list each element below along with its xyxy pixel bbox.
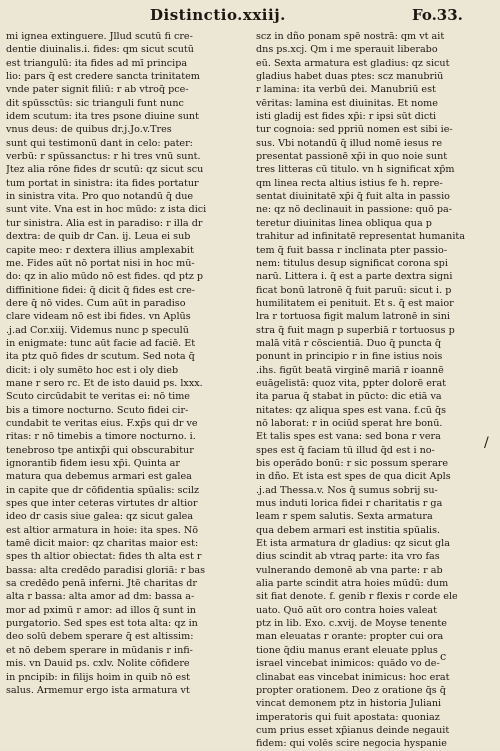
right-column-line: .ihs. figūt beatā virginē mariā r ioannē <box>256 364 444 376</box>
right-column-line: ponunt in principio r in fine istius nois <box>256 351 443 363</box>
left-column-line: me. Fides aūt nō portat nisi in hoc mū- <box>6 257 195 269</box>
left-column-line: cundabit te veritas eius. F.xp̄s qui dr ve <box>6 417 198 429</box>
left-column-line: spes que inter ceteras virtutes dr altior <box>6 498 198 510</box>
right-column <box>256 30 470 751</box>
right-column-line: scz in dño ponam spē nostrā: qm vt ait <box>256 31 445 42</box>
left-column-line: lio: pars q̄ est credere sancta trinitatem <box>6 71 200 83</box>
left-column-line: Jtez alia rōne fides dr scutū: qz sicut scu <box>6 164 204 176</box>
left-column-line: dicit: i oly sumēto hoc est i oly dieb <box>6 364 179 376</box>
left-column-line: verbū: r spūssanctus: r hi tres vnū sunt. <box>6 151 201 163</box>
right-column-line: ptz in lib. Exo. c.xvij. de Moyse tenente <box>256 618 447 630</box>
right-column-line: man eleuatas r orante: propter cui ora <box>256 631 444 643</box>
right-column-line: qua debem armari est institia spūalis. <box>256 524 441 536</box>
left-column-line: bis a timore nocturno. Scuto fidei cir- <box>6 404 189 416</box>
left-column-line: tur sinistra. Alia est in paradiso: r illa dr <box>6 217 203 229</box>
left-column-line: mis. vn Dauid ps. cxlv. Nolite cōfidere <box>6 658 190 670</box>
left-column-line: idem scutum: ita tres psone diuine sunt <box>6 111 199 123</box>
right-column-line: isti gladij est fides xp̄i: r ipsi sūt dicti <box>256 111 437 123</box>
left-column-line: sunt qui testimonū dant in celo: pater: <box>6 137 193 149</box>
left-column-line: in enigmate: tunc aūt facie ad faciē. Et <box>6 337 196 349</box>
right-column-line: cum prius esset xp̄ianus deinde negauit <box>256 724 450 736</box>
right-column-line: Et talis spes est vana: sed bona r vera <box>256 431 441 443</box>
right-column-line: nem: titulus desup significat corona spi <box>256 257 448 269</box>
running-head: Distinctio.xxiij. <box>150 6 286 24</box>
left-column-line: dere q̄ nō vides. Cum aūt in paradiso <box>6 297 186 309</box>
left-column-line: .j.ad Cor.xiij. Videmus nunc p speculū <box>6 324 189 336</box>
right-column-line: gladius habet duas ptes: scz manubriū <box>256 71 444 83</box>
left-column-line: ignorantib fidem iesu xp̄i. Quinta ar <box>6 458 180 469</box>
left-column-line: est triangulū: ita fides ad mī principa <box>6 57 188 69</box>
left-column-line: sa credēdo penā inferni. Jtē charitas dr <box>6 578 197 590</box>
left-column-line: mane r sero rc. Et de isto dauid ps. lxxx. <box>6 377 203 389</box>
left-column-line: dit spūssctūs: sic trianguli funt nunc <box>6 97 184 109</box>
right-column-line: imperatoris qui fuit apostata: quoniaz <box>256 711 440 723</box>
left-column-line: tamē dicit maior: qz charitas maior est: <box>6 538 199 550</box>
left-column-line: sunt vite. Vna est in hoc mūdo: z ista dici <box>6 204 207 216</box>
right-column-line: tem q̄ fuit bassa r inclinata pter passio- <box>256 244 448 256</box>
right-column-line: malā vitā r cōscientiā. Duo q̄ puncta q̄ <box>256 337 442 349</box>
left-column-line: dentie diuinalis.i. fides: qm sicut scutū <box>6 44 194 56</box>
right-column-line: bis operādo bonū: r sic possum sperare <box>256 458 449 469</box>
right-column-line: fidem: qui volēs scire negocia hyspanie <box>256 738 447 750</box>
left-column-line: et nō debem sperare in mūdanis r infi- <box>6 644 193 656</box>
left-column-line: ritas: r nō timebis a timore nocturno. i. <box>6 431 196 443</box>
left-column-line: capite meo: r dextera illius amplexabit <box>6 244 194 256</box>
left-column-line: bassa: alta credēdo paradisi gloriā: r bas <box>6 564 206 576</box>
left-column-line: tenebroso tpe antixp̄i qui obscurabitur <box>6 444 194 456</box>
right-column-line: tur cognoia: sed ppriū nomen est sibi ie- <box>256 124 453 136</box>
right-column-line: nitates: qz aliqua spes est vana. f.cū q̄s <box>256 404 447 416</box>
folio-number: Fo.33. <box>412 6 463 24</box>
right-column-line: narū. Littera i. q̄ est a parte dextra signi <box>256 271 453 283</box>
right-column-line: eū. Sexta armatura est gladius: qz sicut <box>256 57 450 69</box>
left-column-line: in capite que dr cōfidentia spūalis: scilz <box>6 484 200 496</box>
right-column-line: dius scindit ab vtraq parte: ita vro fas <box>256 551 440 563</box>
left-column-line: spes th altior obiectat: fides th alta est r <box>6 551 202 563</box>
right-column-line: humilitatem ei penituit. Et s. q̄ est maior <box>256 297 454 309</box>
right-column-line: vincat demonem ptz in historia Juliani <box>256 698 442 710</box>
left-column-line: matura qua debemus armari est galea <box>6 471 192 483</box>
left-column-line: in sinistra vita. Pro quo notandū q̄ due <box>6 191 194 203</box>
right-column-line: dns ps.xcj. Qm i me sperauit liberabo <box>256 44 438 56</box>
left-column-line: deo solū debem sperare q̄ est altissim: <box>6 631 194 643</box>
right-column-line: sentat diuinitatē xp̄i q̄ fuit alta in passio <box>256 191 450 203</box>
right-column-line: tione q̄diu manus erant eleuate pplus <box>256 644 438 656</box>
left-column-line: vnus deus: de quibus dr.j.Jo.v.Tres <box>6 124 172 136</box>
right-column-line: euāgelistā: quoz vita, ppter dolorē erat <box>256 377 447 389</box>
right-column-line: Et ista armatura dr gladius: qz sicut gla <box>256 538 450 550</box>
left-column-line: ita ptz quō fides dr scutum. Sed nota q̄ <box>6 351 195 363</box>
right-column-line: sus. Vbi notandū q̄ illud nomē iesus re <box>256 137 443 149</box>
right-column-line: vulnerando demonē ab vna parte: r ab <box>256 564 443 576</box>
right-column-line: presentat passionē xp̄i in quo noie sunt <box>256 151 448 163</box>
left-column-line: tum portat in sinistra: ita fides portatur <box>6 177 199 189</box>
left-column-line: vnde pater signit filiū: r ab vtroq̄ pce- <box>6 84 189 96</box>
left-column-line: alta r bassa: alta amor ad dm: bassa a- <box>6 591 195 603</box>
page-header <box>0 4 500 28</box>
left-column-line: dextra: de quib dr Can. ij. Leua ei sub <box>6 231 191 243</box>
right-column-line: stra q̄ fuit magn p superbiā r tortuosus p <box>256 324 455 336</box>
left-column-line: purgatorio. Sed spes est tota alta: qz in <box>6 618 198 630</box>
right-column-line: tres litteras cū titulo. vn h significat xp̄m <box>256 164 455 176</box>
right-column-line: ne: qz nō declinauit in passione: quō pa- <box>256 204 453 216</box>
right-column-line: lra r tortuosa figit malum latronē in sini <box>256 311 450 323</box>
right-column-line: clinabat eas vincebat inimicus: hoc erat <box>256 671 450 683</box>
left-column-line: do: qz in alio mūdo nō est fides. qd ptz p <box>6 271 203 283</box>
left-column-line: clare videam nō est ibi fides. vn Aplūs <box>6 311 191 323</box>
right-column-line: trahitur ad infinitatē representat humanita <box>256 231 465 243</box>
right-column-line: in dño. Et ista est spes de qua dicit Apls <box>256 471 451 483</box>
left-column-line: est altior armatura in hoie: ita spes. Nō <box>6 524 199 536</box>
left-column-line: ideo dr casis siue galea: qz sicut galea <box>6 511 194 523</box>
right-column-line: israel vincebat inimicos: quādo vo de- <box>256 658 440 670</box>
right-column-line: ficat bonū latronē q̄ fuit paruū: sicut i. p <box>256 284 452 296</box>
left-column <box>6 30 220 697</box>
right-column-line: mus induti lorica fidei r charitatis r ga <box>256 498 443 510</box>
left-column-line: mi ignea extinguere. Jllud scutū fi cre- <box>6 31 193 42</box>
left-column-line: in pncipib: in filijs hoim in quib nō est <box>6 671 190 683</box>
right-column-line: teretur diuinitas linea obliqua qua p <box>256 217 432 229</box>
left-column-line: Scuto circūdabit te veritas ei: nō time <box>6 391 190 403</box>
right-column-line: alia parte scindit atra hoies mūdū: dum <box>256 578 449 590</box>
right-column-line: spes est q̄ faciam tū illud q̄d est i no- <box>256 444 435 456</box>
right-column-line: uato. Quō aūt oro contra hoies valeat <box>256 604 437 616</box>
right-column-line: propter orationem. Deo z oratione q̄s q̄ <box>256 684 446 696</box>
right-column-line: leam r spem salutis. Sexta armatura <box>256 511 433 523</box>
right-column-line: nō laborat: r in ociūd sperat hre bonū. <box>256 417 443 429</box>
left-column-line: diffinitione fidei: q̄ dicit q̄ fides est cre- <box>6 284 196 296</box>
margin-mark: / <box>484 435 489 451</box>
right-column-line: r lamina: ita verbū dei. Manubriū est <box>256 84 436 96</box>
signature-mark: c <box>440 650 447 663</box>
right-column-line: .j.ad Thessa.v. Nos q̄ sumus sobrij su- <box>256 484 438 496</box>
right-column-line: sit fiat denote. f. genib r flexis r corde ele <box>256 591 458 603</box>
right-column-line: qm linea recta altius istius fe h. repre- <box>256 177 443 189</box>
left-column-line: salus. Armemur ergo ista armatura vt <box>6 684 190 696</box>
right-column-line: ita parua q̄ stabat in pūcto: dic etiā va <box>256 391 442 403</box>
right-column-line: vēritas: lamina est diuinitas. Et nome <box>256 97 438 109</box>
left-column-line: mor ad pximū r amor: ad illos q̄ sunt in <box>6 604 196 616</box>
